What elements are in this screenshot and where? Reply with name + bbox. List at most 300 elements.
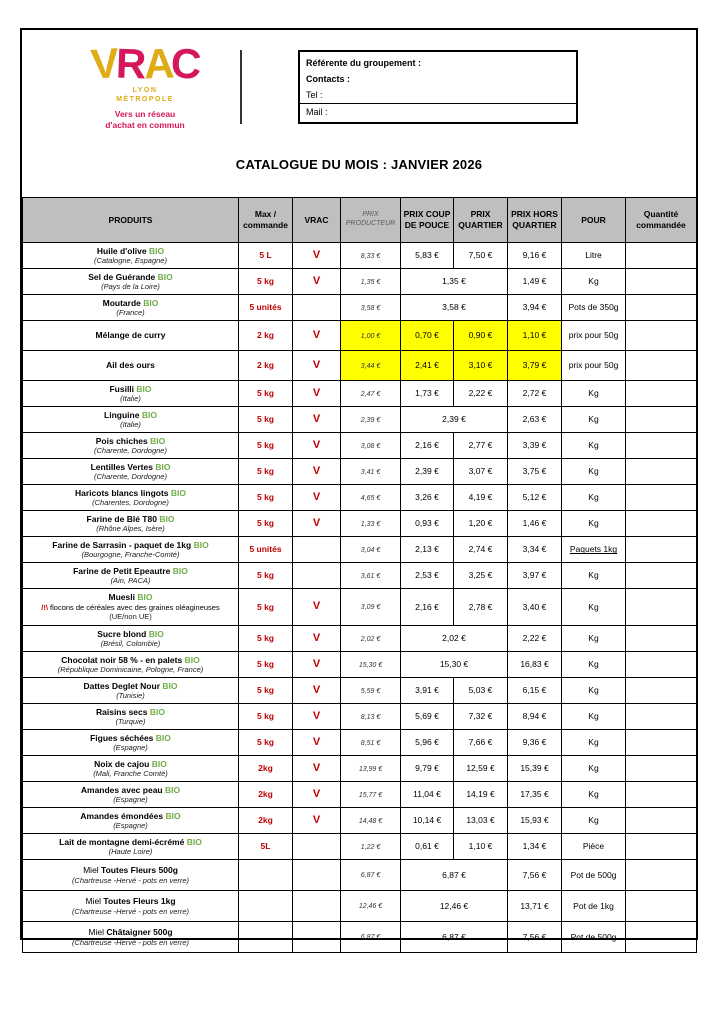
product-name — [25, 566, 236, 577]
product-cell — [23, 626, 239, 652]
product-name — [25, 896, 236, 907]
product-name — [25, 592, 236, 603]
max-commande-cell — [239, 407, 293, 433]
product-cell — [23, 381, 239, 407]
prix-quartier-cell — [454, 756, 508, 782]
prix-quartier-cell — [454, 589, 508, 626]
prix-producteur-cell — [341, 626, 401, 652]
pour-label: Kg — [588, 414, 599, 425]
product-name — [25, 707, 236, 718]
product-name-text: Amandes émondées — [80, 810, 164, 821]
vrac-mark: V — [312, 358, 321, 371]
prix-quartier-value: 12,59 € — [466, 763, 495, 774]
quantite-commandee-cell[interactable] — [626, 537, 697, 563]
quantite-commandee-cell[interactable] — [626, 891, 697, 922]
max-commande-cell — [239, 459, 293, 485]
prix-coup-de-pouce-value: 2,53 € — [415, 570, 439, 581]
prix-hors-quartier-value: 3,97 € — [522, 570, 547, 581]
pour-cell — [562, 433, 626, 459]
quantite-commandee-cell[interactable] — [626, 351, 697, 381]
pour-label: Kg — [588, 440, 599, 451]
product-origin: (Haute Loire) — [108, 847, 153, 857]
product-name — [25, 384, 236, 395]
quantite-commandee-cell[interactable] — [626, 626, 697, 652]
product-name-text: Farine de Sarrasin - paquet de 1kg — [52, 539, 192, 550]
prix-producteur-value: 3,04 € — [360, 546, 381, 554]
pour-label: Kg — [588, 518, 599, 529]
prix-producteur-value: 1,00 € — [360, 332, 381, 340]
vrac-cell — [293, 860, 341, 891]
product-name-text: Haricots blancs lingots — [74, 487, 169, 498]
table-row — [23, 381, 697, 407]
prix-quartier-cell — [454, 730, 508, 756]
prix-quartier-cell — [454, 243, 508, 269]
bio-badge: BIO — [193, 539, 209, 550]
warning-icon: /!\ — [41, 602, 48, 612]
product-cell — [23, 269, 239, 295]
product-name-prefix: Miel — [88, 927, 107, 937]
product-cell — [23, 407, 239, 433]
product-cell — [23, 243, 239, 269]
max-commande-cell — [239, 511, 293, 537]
max-commande-cell — [239, 589, 293, 626]
prix-producteur-value: 14,48 € — [358, 817, 383, 825]
prix-producteur-cell — [341, 381, 401, 407]
quantite-commandee-cell[interactable] — [626, 381, 697, 407]
bio-badge: BIO — [136, 383, 152, 394]
prix-coup-quartier-merged-cell — [401, 407, 508, 433]
quantite-commandee-cell[interactable] — [626, 295, 697, 321]
prix-producteur-value: 3,08 € — [360, 442, 381, 450]
contact-box — [298, 50, 578, 124]
prix-coup-de-pouce-value: 0,61 € — [415, 841, 439, 852]
logo-subtitle: LYON MÉTROPOLE — [116, 86, 174, 103]
table-row — [23, 321, 697, 351]
product-name-text: Amandes avec peau — [80, 784, 163, 795]
pour-cell — [562, 407, 626, 433]
pour-cell — [562, 243, 626, 269]
quantite-commandee-cell[interactable] — [626, 756, 697, 782]
max-value: 5 kg — [256, 466, 274, 477]
pour-cell — [562, 652, 626, 678]
product-name — [25, 629, 236, 640]
prix-hors-quartier-cell — [508, 243, 562, 269]
quantite-commandee-cell[interactable] — [626, 433, 697, 459]
product-name — [25, 759, 236, 770]
bio-badge: BIO — [148, 245, 165, 256]
pour-label: Paquets 1kg — [569, 544, 618, 555]
product-name — [25, 927, 236, 938]
prix-quartier-value: 2,74 € — [468, 544, 493, 555]
product-name-prefix: Miel — [83, 865, 102, 875]
prix-producteur-cell — [341, 756, 401, 782]
product-name-text: Farine de Blé T80 — [86, 513, 157, 524]
product-origin: (République Dominicaine, Pologne, France) — [57, 665, 204, 675]
pour-cell — [562, 589, 626, 626]
contact-line-referente: Référente du groupement : — [306, 57, 422, 68]
quantite-commandee-cell[interactable] — [626, 459, 697, 485]
contact-line-tel: Tel : — [300, 87, 576, 104]
product-cell — [23, 537, 239, 563]
prix-producteur-cell — [341, 243, 401, 269]
max-commande-cell — [239, 433, 293, 459]
prix-coup-de-pouce-value: 11,04 € — [413, 789, 441, 800]
quantite-commandee-cell[interactable] — [626, 407, 697, 433]
product-cell — [23, 351, 239, 381]
max-commande-cell — [239, 860, 293, 891]
prix-producteur-value: 1,33 € — [360, 520, 381, 528]
vrac-cell — [293, 922, 341, 953]
prix-producteur-cell — [341, 730, 401, 756]
product-name-text: Huile d'olive — [96, 245, 147, 256]
vrac-mark: V — [312, 657, 321, 670]
quantite-commandee-cell[interactable] — [626, 589, 697, 626]
prix-producteur-value: 12,46 € — [358, 903, 383, 911]
vrac-cell — [293, 808, 341, 834]
table-row — [23, 704, 697, 730]
max-commande-cell — [239, 537, 293, 563]
product-cell — [23, 589, 239, 626]
prix-quartier-cell — [454, 704, 508, 730]
pour-cell — [562, 626, 626, 652]
prix-producteur-cell — [341, 351, 401, 381]
vrac-cell — [293, 652, 341, 678]
prix-hors-quartier-value: 2,72 € — [522, 388, 547, 399]
prix-quartier-cell — [454, 485, 508, 511]
prix-coup-quartier-merged-cell — [401, 269, 508, 295]
prix-quartier-value: 0,90 € — [468, 330, 493, 341]
bio-badge: BIO — [143, 297, 159, 308]
vrac-cell — [293, 756, 341, 782]
product-name — [25, 540, 236, 551]
prix-quartier-value: 1,10 € — [468, 841, 493, 852]
max-value: 2 kg — [256, 360, 274, 371]
bio-badge: BIO — [165, 810, 181, 821]
bio-badge: BIO — [137, 592, 153, 603]
pour-cell — [562, 782, 626, 808]
product-name — [25, 360, 236, 371]
quantite-commandee-cell[interactable] — [626, 321, 697, 351]
table-row — [23, 243, 697, 269]
pour-label: Pots de 350g — [568, 302, 619, 313]
prix-coup-de-pouce-value: 5,83 € — [415, 250, 439, 261]
prix-coup-de-pouce-cell — [401, 563, 454, 589]
prix-producteur-cell — [341, 269, 401, 295]
prix-hors-quartier-value: 6,15 € — [522, 685, 547, 696]
product-name-text: Pois chiches — [95, 435, 148, 446]
prix-quartier-value: 2,22 € — [468, 388, 493, 399]
product-origin: (Catalogne, Espagne) — [94, 256, 167, 266]
product-cell — [23, 459, 239, 485]
product-origin: (Turquie) — [115, 717, 146, 727]
pour-label: Kg — [588, 570, 599, 581]
pour-cell — [562, 485, 626, 511]
quantite-commandee-cell[interactable] — [626, 678, 697, 704]
table-row — [23, 351, 697, 381]
quantite-commandee-cell[interactable] — [626, 511, 697, 537]
prix-hors-quartier-value: 3,34 € — [522, 544, 547, 555]
prix-hors-quartier-value: 3,79 € — [522, 360, 547, 371]
product-cell — [23, 891, 239, 922]
prix-producteur-cell — [341, 704, 401, 730]
header-max-commande: Max / commande — [239, 198, 293, 243]
table-row — [23, 860, 697, 891]
header-prix-coup-de-pouce: PRIX COUP DE POUCE — [401, 198, 454, 243]
prix-hors-quartier-cell — [508, 834, 562, 860]
page-frame — [20, 28, 698, 947]
pour-cell — [562, 563, 626, 589]
product-cell — [23, 563, 239, 589]
prix-coup-de-pouce-value: 1,73 € — [415, 388, 439, 399]
prix-coup-de-pouce-cell — [401, 321, 454, 351]
vrac-cell — [293, 730, 341, 756]
prix-coup-de-pouce-cell — [401, 782, 454, 808]
prix-quartier-cell — [454, 808, 508, 834]
prix-coup-quartier-merged-cell — [401, 652, 508, 678]
quantite-commandee-cell[interactable] — [626, 652, 697, 678]
prix-producteur-value: 8,33 € — [360, 252, 381, 260]
prix-coup-quartier-merged-cell — [401, 922, 508, 953]
vrac-mark: V — [312, 438, 321, 451]
quantite-commandee-cell[interactable] — [626, 704, 697, 730]
quantite-commandee-cell[interactable] — [626, 808, 697, 834]
pour-label: Kg — [588, 492, 599, 503]
prix-coup-de-pouce-cell — [401, 834, 454, 860]
prix-coup-de-pouce-cell — [401, 433, 454, 459]
bio-badge: BIO — [184, 654, 200, 665]
pour-label: Pot de 500g — [570, 931, 617, 942]
prix-hors-quartier-cell — [508, 704, 562, 730]
header-prix-producteur: PRIX PRODUCTEUR — [341, 198, 401, 243]
prix-merged-value: 12,46 € — [439, 900, 469, 911]
header-prix-quartier: PRIX QUARTIER — [454, 198, 508, 243]
pour-label: Pot de 500g — [570, 869, 617, 880]
prix-hors-quartier-cell — [508, 860, 562, 891]
prix-producteur-cell — [341, 321, 401, 351]
prix-hors-quartier-cell — [508, 652, 562, 678]
pour-cell — [562, 321, 626, 351]
bio-badge: BIO — [159, 513, 175, 524]
prix-producteur-cell — [341, 589, 401, 626]
prix-hors-quartier-value: 2,63 € — [522, 414, 547, 425]
max-commande-cell — [239, 563, 293, 589]
max-commande-cell — [239, 321, 293, 351]
catalog-title: CATALOGUE DU MOIS : JANVIER 2026 — [235, 157, 483, 172]
prix-hors-quartier-cell — [508, 730, 562, 756]
prix-hors-quartier-cell — [508, 433, 562, 459]
quantite-commandee-cell[interactable] — [626, 269, 697, 295]
quantite-commandee-cell[interactable] — [626, 782, 697, 808]
table-header-row — [23, 198, 697, 243]
vrac-cell — [293, 678, 341, 704]
product-origin: (France) — [116, 308, 145, 318]
product-cell — [23, 433, 239, 459]
product-origin: (Bourgogne, Franche-Comté) — [81, 550, 180, 560]
product-origin: (Chartreuse -Hervé - pots en verre) — [71, 937, 190, 947]
product-name — [25, 865, 236, 876]
header-prix-hors-quartier: PRIX HORS QUARTIER — [508, 198, 562, 243]
table-row — [23, 511, 697, 537]
max-commande-cell — [239, 704, 293, 730]
prix-coup-de-pouce-cell — [401, 730, 454, 756]
vrac-mark: V — [312, 464, 321, 477]
product-note: flocons de céréales avec des graines oléagineuses — [50, 602, 220, 612]
max-value: 5 kg — [256, 492, 274, 503]
prix-producteur-value: 2,02 € — [360, 635, 381, 643]
max-value: 5 kg — [256, 388, 274, 399]
max-value: 5 kg — [256, 601, 274, 612]
product-origin: (Rhône Alpes, Isère) — [96, 524, 165, 534]
product-name-text: Châtaigner 500g — [106, 927, 173, 937]
prix-producteur-cell — [341, 485, 401, 511]
contact-line-mail: Mail : — [306, 106, 328, 117]
prix-quartier-cell — [454, 459, 508, 485]
quantite-commandee-cell[interactable] — [626, 860, 697, 891]
prix-hors-quartier-cell — [508, 756, 562, 782]
prix-merged-value: 15,30 € — [439, 659, 469, 670]
product-cell — [23, 511, 239, 537]
vrac-cell — [293, 459, 341, 485]
vrac-mark: V — [312, 787, 321, 800]
prix-coup-de-pouce-value: 3,91 € — [415, 685, 439, 696]
quantite-commandee-cell[interactable] — [626, 563, 697, 589]
product-cell — [23, 922, 239, 953]
prix-quartier-value: 3,10 € — [468, 360, 493, 371]
product-name-text: Sucre blond — [97, 628, 147, 639]
product-name — [25, 330, 236, 341]
prix-producteur-value: 4,65 € — [360, 494, 381, 502]
prix-producteur-value: 6,87 € — [360, 872, 381, 880]
prix-hors-quartier-cell — [508, 922, 562, 953]
pour-cell — [562, 834, 626, 860]
prix-hors-quartier-cell — [508, 321, 562, 351]
max-commande-cell — [239, 381, 293, 407]
vrac-mark: V — [312, 328, 321, 341]
prix-quartier-cell — [454, 782, 508, 808]
prix-producteur-value: 2,39 € — [360, 416, 381, 424]
prix-coup-de-pouce-value: 3,26 € — [415, 492, 439, 503]
product-name-text: Lait de montagne demi-écrémé — [59, 836, 185, 847]
max-value: 5 kg — [256, 518, 274, 529]
prix-hors-quartier-cell — [508, 269, 562, 295]
product-cell — [23, 678, 239, 704]
header-quantite-commandee: Quantité commandée — [626, 198, 697, 243]
product-name — [25, 785, 236, 796]
pour-label: prix pour 50g — [568, 360, 619, 371]
vrac-cell — [293, 351, 341, 381]
product-cell — [23, 704, 239, 730]
prix-producteur-cell — [341, 782, 401, 808]
prix-quartier-cell — [454, 511, 508, 537]
max-value: 5 unités — [249, 544, 282, 555]
vrac-cell — [293, 563, 341, 589]
vrac-cell — [293, 626, 341, 652]
quantite-commandee-cell[interactable] — [626, 485, 697, 511]
prix-coup-de-pouce-cell — [401, 704, 454, 730]
prix-quartier-cell — [454, 351, 508, 381]
pour-label: Kg — [588, 815, 599, 826]
product-name — [25, 681, 236, 692]
pour-cell — [562, 381, 626, 407]
product-origin: (Ain, PACA) — [110, 576, 151, 586]
product-name-text: Raisins secs — [95, 706, 148, 717]
max-commande-cell — [239, 652, 293, 678]
max-commande-cell — [239, 730, 293, 756]
bio-badge: BIO — [155, 732, 171, 743]
max-commande-cell — [239, 269, 293, 295]
quantite-commandee-cell[interactable] — [626, 834, 697, 860]
vrac-mark: V — [312, 516, 321, 529]
product-name-text: Moutarde — [102, 297, 141, 308]
prix-hors-quartier-value: 3,39 € — [522, 440, 547, 451]
prix-hors-quartier-value: 3,40 € — [522, 601, 547, 612]
prix-quartier-cell — [454, 678, 508, 704]
prix-producteur-value: 3,41 € — [360, 468, 381, 476]
vrac-mark: V — [312, 412, 321, 425]
prix-producteur-cell — [341, 891, 401, 922]
product-origin: (Espagne) — [113, 743, 148, 753]
product-origin: (Pays de la Loire) — [101, 282, 160, 292]
prix-producteur-value: 1,22 € — [360, 843, 381, 851]
pour-cell — [562, 860, 626, 891]
prix-hors-quartier-cell — [508, 407, 562, 433]
max-commande-cell — [239, 782, 293, 808]
prix-quartier-value: 7,32 € — [468, 711, 493, 722]
product-origin: (Chartreuse -Hervé - pots en verre) — [71, 875, 190, 885]
quantite-commandee-cell[interactable] — [626, 243, 697, 269]
bio-badge: BIO — [186, 836, 202, 847]
prix-hors-quartier-value: 9,16 € — [522, 250, 547, 261]
prix-hors-quartier-cell — [508, 511, 562, 537]
max-value: 5 kg — [256, 440, 274, 451]
table-row — [23, 678, 697, 704]
vrac-logo — [60, 39, 230, 130]
quantite-commandee-cell[interactable] — [626, 922, 697, 953]
prix-coup-de-pouce-value: 9,79 € — [415, 763, 439, 774]
prix-hors-quartier-cell — [508, 537, 562, 563]
prix-quartier-cell — [454, 381, 508, 407]
prix-coup-de-pouce-cell — [401, 589, 454, 626]
pour-cell — [562, 730, 626, 756]
pour-label: Pièce — [582, 841, 605, 852]
prix-producteur-cell — [341, 511, 401, 537]
max-commande-cell — [239, 891, 293, 922]
vrac-mark: V — [312, 631, 321, 644]
prix-hors-quartier-value: 7,56 € — [522, 931, 547, 942]
prix-coup-quartier-merged-cell — [401, 860, 508, 891]
bio-badge: BIO — [162, 680, 178, 691]
max-value: 2kg — [258, 815, 273, 826]
product-cell — [23, 808, 239, 834]
quantite-commandee-cell[interactable] — [626, 730, 697, 756]
prix-hors-quartier-cell — [508, 351, 562, 381]
vrac-logo-wordmark — [89, 39, 200, 88]
pour-cell — [562, 704, 626, 730]
pour-cell — [562, 511, 626, 537]
max-commande-cell — [239, 295, 293, 321]
bio-badge: BIO — [170, 487, 187, 498]
vrac-mark: V — [312, 274, 321, 287]
table-row — [23, 652, 697, 678]
product-cell — [23, 860, 239, 891]
pour-label: Kg — [588, 601, 599, 612]
prix-producteur-value: 3,58 € — [360, 304, 381, 312]
prix-hors-quartier-cell — [508, 485, 562, 511]
pour-cell — [562, 922, 626, 953]
table-row — [23, 782, 697, 808]
prix-quartier-value: 13,03 € — [466, 815, 495, 826]
contact-line-contacts: Contacts : — [306, 73, 351, 84]
